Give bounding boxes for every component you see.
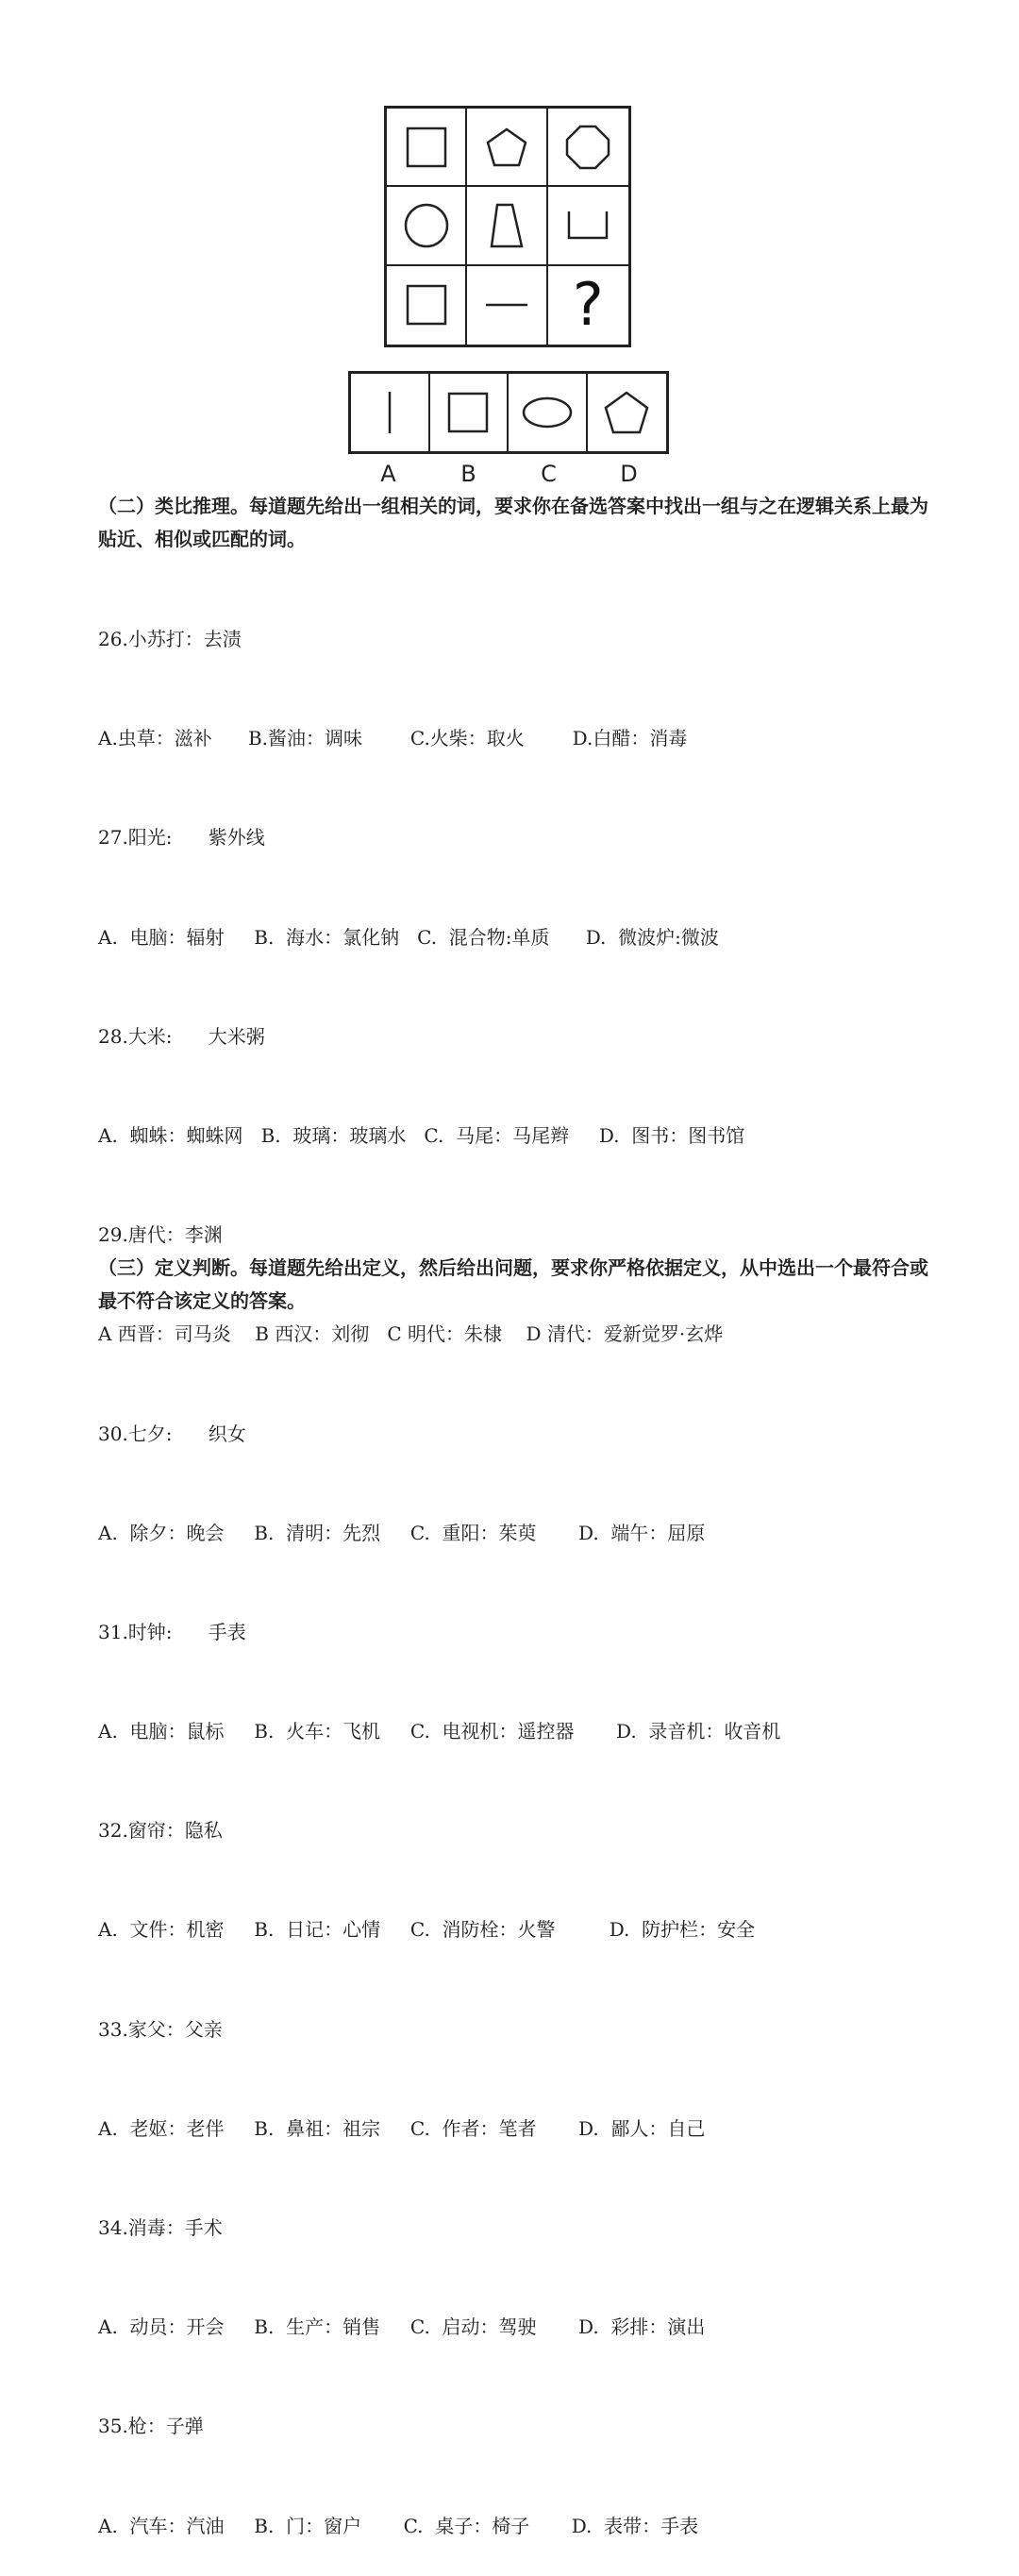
option-b-figure — [430, 374, 510, 451]
question-stem: 26.小苏打：去渍 — [98, 628, 242, 650]
grid-cell-question — [548, 266, 628, 345]
question-mark: ? — [572, 270, 604, 340]
option-label-d: D — [620, 461, 638, 487]
ellipse-shape — [519, 394, 576, 431]
trapezoid-shape — [486, 200, 527, 251]
question-stem: 35.枪：子弹 — [98, 2415, 204, 2438]
line-shape — [483, 300, 530, 310]
section-3-heading: （三）定义判断。每道题先给出定义，然后给出问题，要求你严格依据定义，从中选出一个最符合或最不符合该定义的答案。 — [98, 1256, 928, 1312]
option-label-b: B — [460, 461, 476, 487]
square-shape — [403, 281, 450, 328]
question-options: A. 蜘蛛：蜘蛛网 B. 玻璃：玻璃水 C. 马尾：马尾辫 D. 图书：图书馆 — [98, 1123, 745, 1147]
question-options: A 西晋：司马炎 B 西汉：刘彻 C 明代：朱棣 D 清代：爱新觉罗·玄烨 — [98, 1322, 724, 1346]
square-shape — [444, 389, 492, 436]
option-d-figure — [588, 374, 667, 451]
question-options: A.虫草：滋补 B.酱油：调味 C.火柴：取火 D.白醋：消毒 — [98, 727, 688, 750]
grid-cell-pentagon — [467, 109, 547, 187]
open-square-shape — [564, 207, 611, 244]
question-options: A. 动员：开会 B. 生产：销售 C. 启动：驾驶 D. 彩排：演出 — [98, 2315, 706, 2339]
square-shape — [403, 124, 450, 171]
vertical-line-shape — [385, 389, 394, 436]
question-options: A. 电脑：辐射 B. 海水：氯化钠 C. 混合物:单质 D. 微波炉:微波 — [98, 925, 719, 949]
grid-cell-trapezoid — [467, 187, 547, 265]
pentagon-shape — [481, 124, 532, 171]
question-options: A. 文件：机密 B. 日记：心情 C. 消防栓：火警 D. 防护栏：安全 — [98, 1918, 756, 1942]
question-stem: 28.大米: 大米粥 — [98, 1024, 265, 1048]
grid-cell-square-2 — [387, 266, 467, 345]
pentagon-shape — [600, 388, 653, 437]
question-options: A. 汽车：汽油 B. 门：窗户 C. 桌子：椅子 D. 表带：手表 — [98, 2514, 699, 2537]
question-stem: 34.消毒：手术 — [98, 2216, 223, 2239]
question-stem: 29.唐代：李渊 — [98, 1223, 223, 1247]
option-a-figure — [351, 374, 430, 451]
option-label-c: C — [541, 461, 557, 487]
answer-options — [348, 371, 669, 454]
option-label-a: A — [380, 461, 396, 487]
grid-cell-open-square — [548, 187, 628, 265]
grid-cell-line — [467, 266, 547, 345]
question-options: A. 除夕：晚会 B. 清明：先烈 C. 重阳：茱萸 D. 端午：屈原 — [98, 1521, 706, 1544]
question-options: A. 老妪：老伴 B. 鼻祖：祖宗 C. 作者：笔者 D. 鄙人：自己 — [98, 2116, 706, 2140]
circle-shape — [401, 200, 452, 251]
grid-cell-square — [387, 109, 467, 187]
section-2-heading: （二）类比推理。每道题先给出一组相关的词，要求你在备选答案中找出一组与之在逻辑关系上最为贴近、相似或匹配的词。 — [98, 495, 928, 550]
option-labels — [348, 461, 669, 487]
option-c-figure — [509, 374, 588, 451]
question-list — [98, 557, 944, 2576]
grid-cell-octagon — [548, 109, 628, 187]
grid-cell-circle — [387, 187, 467, 265]
question-stem: 30.七夕: 织女 — [98, 1422, 246, 1445]
question-stem: 31.时钟: 手表 — [98, 1620, 246, 1643]
figure-grid — [384, 106, 631, 347]
question-options: A. 电脑：鼠标 B. 火车：飞机 C. 电视机：遥控器 D. 录音机：收音机 — [98, 1720, 781, 1743]
question-stem: 27.阳光: 紫外线 — [98, 826, 265, 850]
question-stem: 33.家父：父亲 — [98, 2017, 223, 2041]
octagon-shape — [562, 122, 613, 173]
question-stem: 32.窗帘：隐私 — [98, 1819, 223, 1843]
